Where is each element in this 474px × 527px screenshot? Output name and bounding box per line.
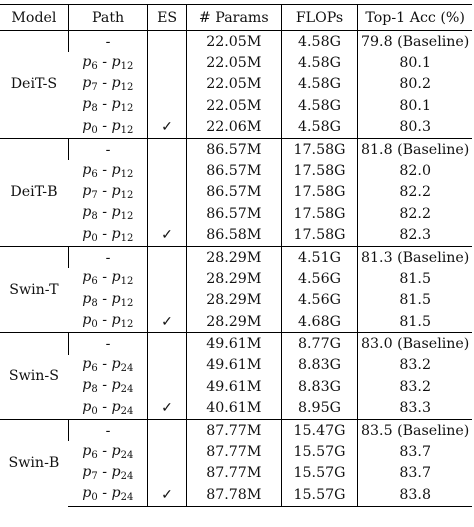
path-cell: $p_6 - p_{24}$: [82, 442, 134, 461]
es-checkmark: [148, 52, 187, 73]
flops-cell: 4.58G: [281, 74, 358, 95]
es-checkmark: [148, 203, 187, 224]
path-cell: $p_6 - p_{24}$: [82, 356, 134, 375]
es-checkmark: [148, 95, 187, 116]
es-checkmark: [148, 420, 187, 442]
params-cell: 40.61M: [186, 398, 281, 420]
params-cell: 86.57M: [186, 138, 281, 160]
table-row: [0, 138, 472, 160]
table-header: [0, 5, 472, 31]
path-cell: $p_8 - p_{12}$: [82, 204, 134, 223]
flops-cell: 8.95G: [281, 398, 358, 420]
params-cell: 87.77M: [186, 441, 281, 462]
accuracy-cell: 83.2: [358, 355, 472, 376]
header-row: [0, 5, 472, 31]
params-cell: 86.57M: [186, 182, 281, 203]
accuracy-cell: 81.5: [358, 290, 472, 311]
path-cell: -: [68, 138, 147, 160]
path-cell: $p_6 - p_{12}$: [82, 161, 134, 180]
model-name: Swin-T: [0, 246, 68, 333]
header-top1-acc: Top-1 Acc (%): [358, 5, 472, 31]
table-row: [0, 376, 472, 397]
path-cell: -: [68, 246, 147, 268]
flops-cell: 15.47G: [281, 420, 358, 442]
params-cell: 28.29M: [186, 311, 281, 333]
es-checkmark: ✓: [148, 117, 187, 139]
params-cell: 86.58M: [186, 225, 281, 247]
accuracy-cell: 83.5 (Baseline): [358, 420, 472, 442]
flops-cell: 15.57G: [281, 441, 358, 462]
model-name: Swin-B: [0, 420, 68, 507]
accuracy-cell: 80.1: [358, 52, 472, 73]
path-cell: $p_8 - p_{12}$: [82, 96, 134, 115]
model-name: DeiT-S: [10, 76, 58, 93]
header-params: # Params: [186, 5, 281, 31]
params-cell: 28.29M: [186, 246, 281, 268]
path-cell: $p_0 - p_{24}$: [82, 398, 134, 417]
es-checkmark: [148, 74, 187, 95]
flops-cell: 4.58G: [281, 117, 358, 139]
accuracy-cell: 83.0 (Baseline): [358, 333, 472, 355]
accuracy-cell: 83.7: [358, 463, 472, 484]
accuracy-cell: 82.0: [358, 160, 472, 181]
accuracy-cell: 80.3: [358, 117, 472, 139]
accuracy-cell: 83.7: [358, 441, 472, 462]
flops-cell: 4.56G: [281, 290, 358, 311]
table-row: [0, 74, 472, 95]
table-row: [0, 117, 472, 139]
params-cell: 49.61M: [186, 376, 281, 397]
table-row: [0, 290, 472, 311]
table-row: [0, 203, 472, 224]
es-checkmark: [148, 182, 187, 203]
es-checkmark: [148, 246, 187, 268]
path-cell: $p_6 - p_{12}$: [82, 53, 134, 72]
path-cell: $p_8 - p_{12}$: [82, 290, 134, 309]
es-checkmark: [148, 138, 187, 160]
path-cell: -: [68, 420, 147, 442]
path-cell: $p_6 - p_{12}$: [82, 269, 134, 288]
flops-cell: 17.58G: [281, 225, 358, 247]
params-cell: 28.29M: [186, 268, 281, 289]
accuracy-cell: 81.5: [358, 311, 472, 333]
accuracy-cell: 79.8 (Baseline): [358, 31, 472, 53]
es-checkmark: ✓: [148, 484, 187, 506]
path-cell: $p_0 - p_{12}$: [82, 225, 134, 244]
header-flops: FLOPs: [281, 5, 358, 31]
table-row: [0, 95, 472, 116]
es-checkmark: [148, 463, 187, 484]
params-cell: 22.05M: [186, 95, 281, 116]
accuracy-cell: 83.8: [358, 484, 472, 506]
model-name: Swin-S: [0, 333, 68, 420]
params-cell: 49.61M: [186, 333, 281, 355]
es-checkmark: [148, 268, 187, 289]
params-cell: 49.61M: [186, 355, 281, 376]
flops-cell: 4.68G: [281, 311, 358, 333]
table-row: [0, 52, 472, 73]
results-table: [0, 4, 472, 507]
accuracy-cell: 82.2: [358, 203, 472, 224]
es-checkmark: [148, 355, 187, 376]
table-row: [0, 484, 472, 506]
es-checkmark: ✓: [148, 311, 187, 333]
params-cell: 22.05M: [186, 31, 281, 53]
flops-cell: 17.58G: [281, 182, 358, 203]
flops-cell: 4.56G: [281, 268, 358, 289]
es-checkmark: [148, 376, 187, 397]
flops-cell: 8.83G: [281, 376, 358, 397]
table-row: [0, 31, 472, 53]
accuracy-cell: 82.2: [358, 182, 472, 203]
path-cell: $p_7 - p_{12}$: [82, 74, 134, 93]
es-checkmark: ✓: [148, 225, 187, 247]
accuracy-cell: 83.3: [358, 398, 472, 420]
table-row: [0, 420, 472, 442]
es-checkmark: [148, 290, 187, 311]
params-cell: 87.77M: [186, 420, 281, 442]
flops-cell: 15.57G: [281, 463, 358, 484]
header-model: Model: [0, 5, 68, 31]
es-checkmark: [148, 160, 187, 181]
model-name: DeiT-B: [0, 138, 68, 246]
path-cell: $p_0 - p_{12}$: [82, 117, 134, 136]
table-row: [0, 441, 472, 462]
path-cell: $p_7 - p_{24}$: [82, 464, 134, 482]
path-cell: $p_8 - p_{24}$: [82, 377, 134, 396]
params-cell: 86.57M: [186, 203, 281, 224]
params-cell: 28.29M: [186, 290, 281, 311]
table-row: [0, 182, 472, 203]
params-cell: 22.05M: [186, 74, 281, 95]
accuracy-cell: 83.2: [358, 376, 472, 397]
flops-cell: 17.58G: [281, 203, 358, 224]
es-checkmark: ✓: [148, 398, 187, 420]
table-row: [0, 268, 472, 289]
flops-cell: 17.58G: [281, 160, 358, 181]
es-checkmark: [148, 333, 187, 355]
table-row: [0, 311, 472, 333]
params-cell: 22.05M: [186, 52, 281, 73]
table-row: [0, 333, 472, 355]
params-cell: 86.57M: [186, 160, 281, 181]
flops-cell: 4.58G: [281, 31, 358, 53]
header-path: Path: [68, 5, 147, 31]
accuracy-cell: 81.5: [358, 268, 472, 289]
flops-cell: 17.58G: [281, 138, 358, 160]
flops-cell: 8.77G: [281, 333, 358, 355]
accuracy-cell: 81.8 (Baseline): [358, 138, 472, 160]
params-cell: 87.77M: [186, 463, 281, 484]
flops-cell: 8.83G: [281, 355, 358, 376]
es-checkmark: [148, 441, 187, 462]
params-cell: 22.06M: [186, 117, 281, 139]
path-cell: $p_0 - p_{12}$: [82, 312, 134, 331]
table-row: [0, 355, 472, 376]
params-cell: 87.78M: [186, 484, 281, 506]
path-cell: $p_7 - p_{12}$: [82, 182, 134, 201]
flops-cell: 4.51G: [281, 246, 358, 268]
accuracy-cell: 80.2: [358, 74, 472, 95]
accuracy-cell: 82.3: [358, 225, 472, 247]
table-row: [0, 225, 472, 247]
table-row: [0, 160, 472, 181]
table-row: [0, 398, 472, 420]
table-row: [0, 463, 472, 484]
es-checkmark: [148, 31, 187, 53]
accuracy-cell: 80.1: [358, 95, 472, 116]
header-es: ES: [148, 5, 187, 31]
accuracy-cell: 81.3 (Baseline): [358, 246, 472, 268]
path-cell: -: [68, 31, 147, 53]
flops-cell: 4.58G: [281, 52, 358, 73]
flops-cell: 4.58G: [281, 95, 358, 116]
path-cell: $p_0 - p_{24}$: [68, 484, 147, 506]
path-cell: -: [68, 333, 147, 355]
table-row: [0, 246, 472, 268]
table-body: [0, 31, 472, 507]
flops-cell: 15.57G: [281, 484, 358, 506]
